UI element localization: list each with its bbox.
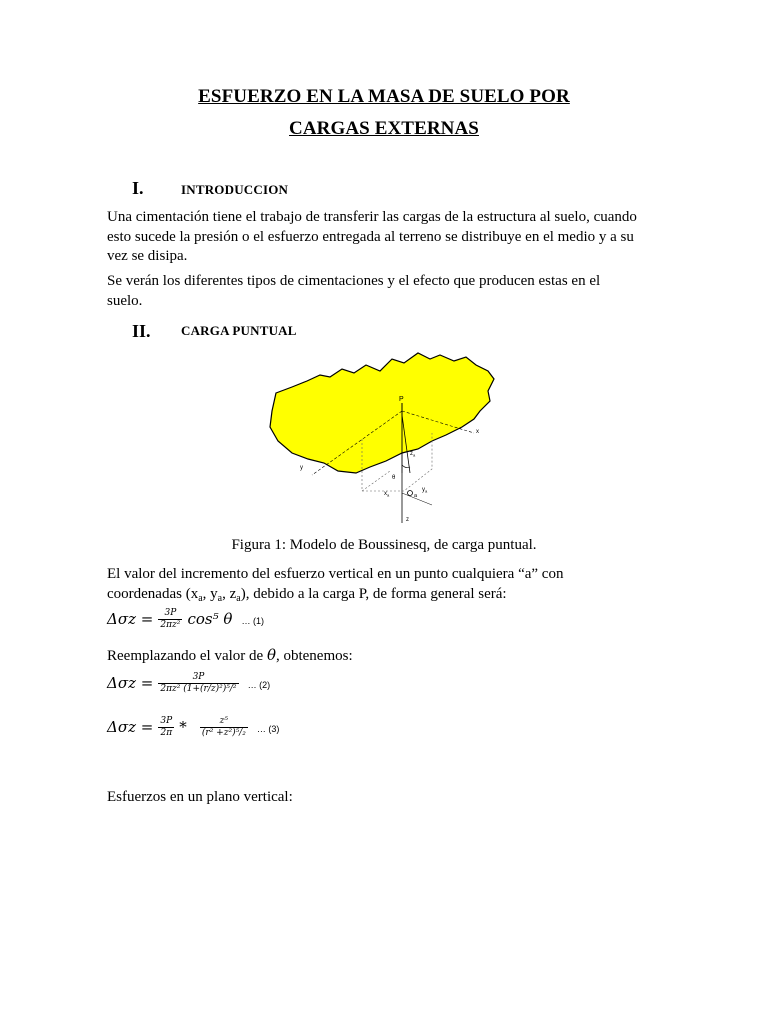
label-x: x (476, 429, 479, 435)
equation-2 (107, 672, 270, 695)
subscript: a (236, 592, 241, 604)
text-fragment: , obtenemos: (275, 648, 353, 664)
text-fragment: coordenadas (x (107, 585, 199, 602)
text-fragment: , z (222, 585, 237, 602)
paragraph-line: vez se disipa. (107, 248, 188, 264)
section-2-paragraph-3: Esfuerzos en un plano vertical: (107, 789, 293, 805)
paragraph-line: esto sucede la presión o el esfuerzo entregada al terreno se distribuye en el medio y a su (107, 228, 634, 245)
eq1-tag: … (1) (241, 616, 265, 626)
eq1-numerator: 3P (164, 608, 177, 618)
eq3-lhs: Δσz = (107, 718, 154, 736)
soil-mass-shape (270, 353, 494, 473)
eq2-tag: … (2) (247, 680, 271, 690)
paragraph-line (107, 585, 707, 609)
document-title-line2: CARGAS EXTERNAS (289, 118, 479, 139)
section-2-paragraph-2 (107, 646, 667, 667)
text-fragment: ), debido a la carga P, de forma general será: (240, 585, 507, 602)
point-a-marker (408, 491, 413, 496)
equation-3 (107, 716, 279, 739)
section-2-heading: CARGA PUNTUAL (181, 323, 297, 338)
text-fragment: Reemplazando el valor de (107, 648, 267, 664)
label-y: y (300, 465, 303, 471)
document-title-line1: ESFUERZO EN LA MASA DE SUELO POR (198, 86, 570, 107)
eq1-rhs: cos⁵ θ (187, 610, 233, 628)
boussinesq-figure (262, 345, 498, 525)
eq3-fraction-2 (200, 716, 248, 739)
eq2-denominator: 2πz² (1+(r/z)²)⁵/² (160, 684, 237, 694)
projection-diagonal (362, 471, 390, 491)
theta-symbol: θ (266, 646, 276, 664)
section-1-paragraph-2 (107, 272, 667, 311)
label-za: $z_a$ (410, 451, 416, 458)
section-1-heading: INTRODUCCION (181, 182, 289, 197)
eq3-numerator-2: z⁵ (219, 716, 229, 726)
label-z: z (406, 517, 409, 523)
eq3-numerator-1: 3P (160, 716, 173, 726)
label-point-a: a (414, 493, 418, 499)
paragraph-line: Una cimentación tiene el trabajo de transferir las cargas de la estructura al suelo, cuando (107, 209, 637, 225)
eq3-fraction-1 (158, 716, 174, 739)
section-2-number: II. (132, 321, 151, 341)
paragraph-line: El valor del incremento del esfuerzo vertical en un punto cualquiera “a” con (107, 566, 564, 582)
eq1-fraction (158, 608, 182, 631)
eq3-denominator-1: 2π (158, 727, 174, 739)
eq3-star: * (179, 718, 187, 736)
section-2-paragraph-1 (107, 565, 707, 608)
label-ya: $y_a$ (422, 487, 428, 494)
subscript: a (198, 592, 203, 604)
figure-caption: Figura 1: Modelo de Boussinesq, de carga puntual. (231, 537, 537, 553)
text-fragment: , y (202, 585, 218, 602)
paragraph-line: suelo. (107, 292, 143, 309)
section-1-paragraph-1 (107, 208, 667, 267)
equation-1 (107, 608, 264, 631)
label-theta: θ (392, 475, 396, 481)
paragraph-line: Se verán los diferentes tipos de cimentaciones y el efecto que producen estas en el (107, 273, 601, 289)
eq1-denominator: 2πz² (160, 620, 181, 630)
eq2-fraction (158, 672, 238, 695)
eq3-denominator-2: (r² +z²)⁵/₂ (201, 728, 246, 738)
label-xa: $x_a$ (384, 491, 390, 498)
subscript: a (217, 592, 223, 604)
section-1-number: I. (132, 178, 144, 198)
eq3-tag: … (3) (256, 724, 280, 734)
eq2-numerator: 3P (192, 672, 205, 682)
eq1-lhs: Δσz = (107, 610, 154, 628)
label-p: P (399, 396, 404, 403)
eq2-lhs: Δσz = (107, 674, 154, 692)
